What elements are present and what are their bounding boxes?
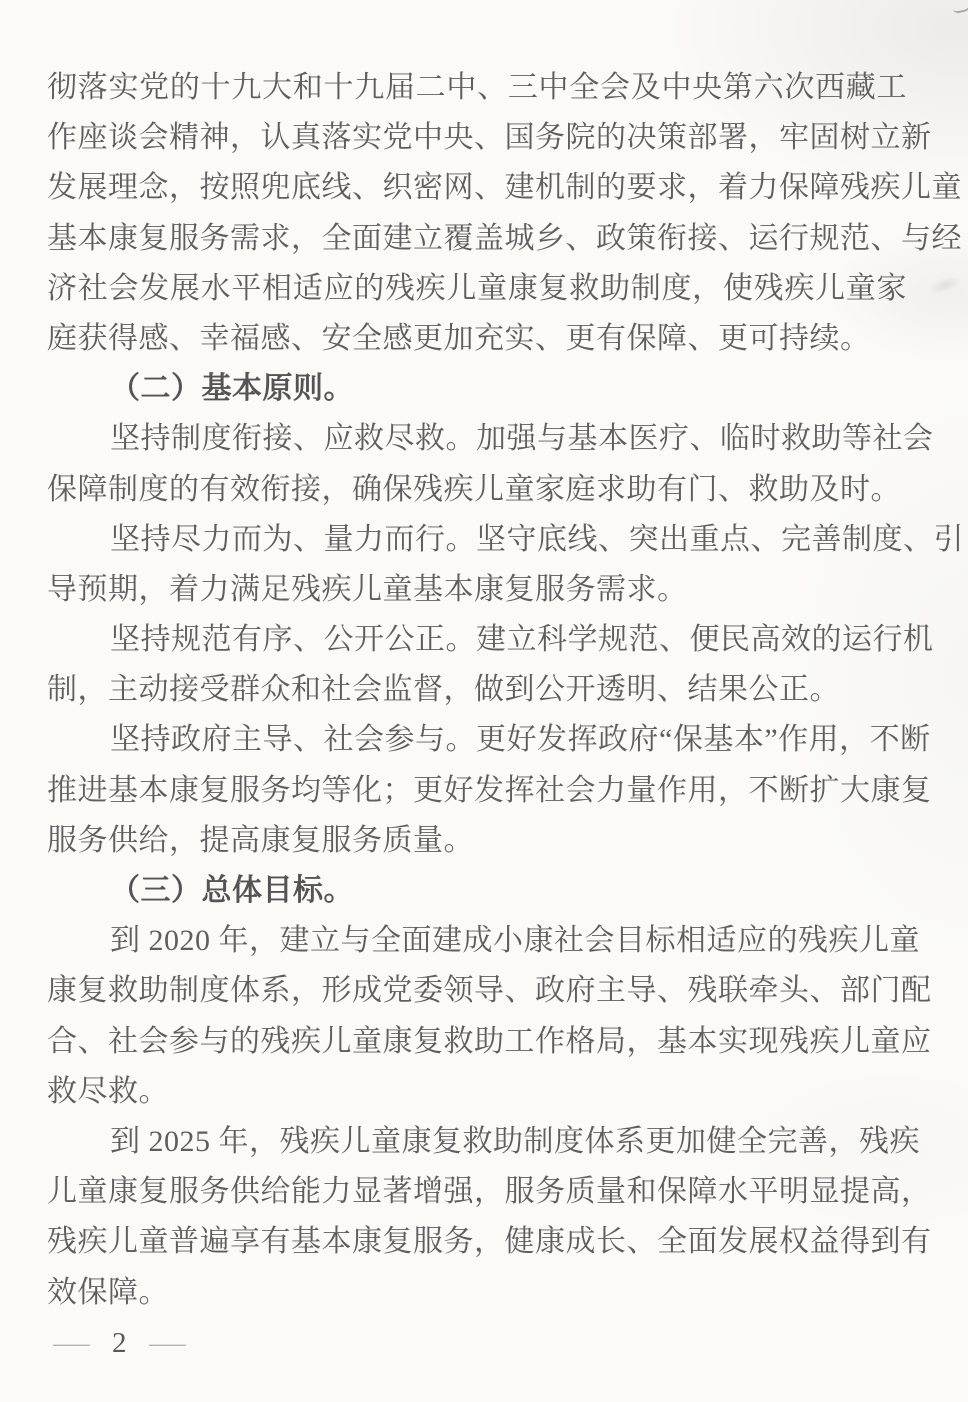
section-heading: （二）基本原则。 [110, 372, 354, 406]
scan-smudge-artifact [927, 273, 964, 297]
footer-dash-left: — [53, 1327, 90, 1359]
text-line: 坚持尽力而为、量力而行。坚守底线、突出重点、完善制度、引 [110, 522, 964, 556]
text-line: 制，主动接受群众和社会监督，做到公开透明、结果公正。 [47, 673, 840, 707]
footer-dash-right: — [148, 1327, 186, 1359]
text-line: 彻落实党的十九大和十九届二中、三中全会及中央第六次西藏工 [47, 71, 907, 104]
text-line: 基本康复服务需求，全面建立覆盖城乡、政策衔接、运行规范、与经 [47, 221, 962, 255]
text-line: 效保障。 [47, 1275, 169, 1309]
text-line: 济社会发展水平相适应的残疾儿童康复救助制度，使残疾儿童家 [47, 271, 907, 305]
text-line: 到 2020 年，建立与全面建成小康社会目标相适应的残疾儿童 [110, 924, 920, 958]
text-line: 合、社会参与的残疾儿童康复救助工作格局，基本实现残疾儿童应 [47, 1024, 932, 1058]
text-line: 保障制度的有效衔接，确保残疾儿童家庭求助有门、救助及时。 [47, 472, 901, 506]
text-line: 到 2025 年，残疾儿童康复救助制度体系更加健全完善，残疾 [110, 1124, 920, 1158]
document-body [47, 63, 964, 1318]
text-line: 救尽救。 [47, 1074, 169, 1108]
text-line: 坚持制度衔接、应救尽救。加强与基本医疗、临时救助等社会 [110, 422, 934, 456]
text-line: 坚持政府主导、社会参与。更好发挥政府“保基本”作用，不断 [110, 723, 931, 757]
section-heading: （三）总体目标。 [110, 874, 354, 907]
text-line: 导预期，着力满足残疾儿童基本康复服务需求。 [47, 572, 688, 606]
text-line: 康复救助制度体系，形成党委领导、政府主导、残联牵头、部门配 [47, 974, 932, 1008]
text-line: 发展理念，按照兜底线、织密网、建机制的要求，着力保障残疾儿童 [47, 171, 962, 205]
text-line: 儿童康复服务供给能力显著增强，服务质量和保障水平明显提高， [47, 1175, 932, 1209]
text-line: 服务供给，提高康复服务质量。 [47, 823, 474, 857]
text-line: 坚持规范有序、公开公正。建立科学规范、便民高效的运行机 [110, 623, 934, 657]
text-line: 推进基本康复服务均等化；更好发挥社会力量作用，不断扩大康复 [47, 773, 932, 807]
text-line: 残疾儿童普遍享有基本康复服务，健康成长、全面发展权益得到有 [47, 1225, 932, 1259]
page-footer [53, 1327, 186, 1360]
page-number: 2 [112, 1327, 127, 1359]
text-line: 作座谈会精神，认真落实党中央、国务院的决策部署，牢固树立新 [47, 121, 932, 155]
text-line: 庭获得感、幸福感、安全感更加充实、更有保障、更可持续。 [47, 321, 871, 355]
scan-corner-artifact [951, 0, 968, 14]
